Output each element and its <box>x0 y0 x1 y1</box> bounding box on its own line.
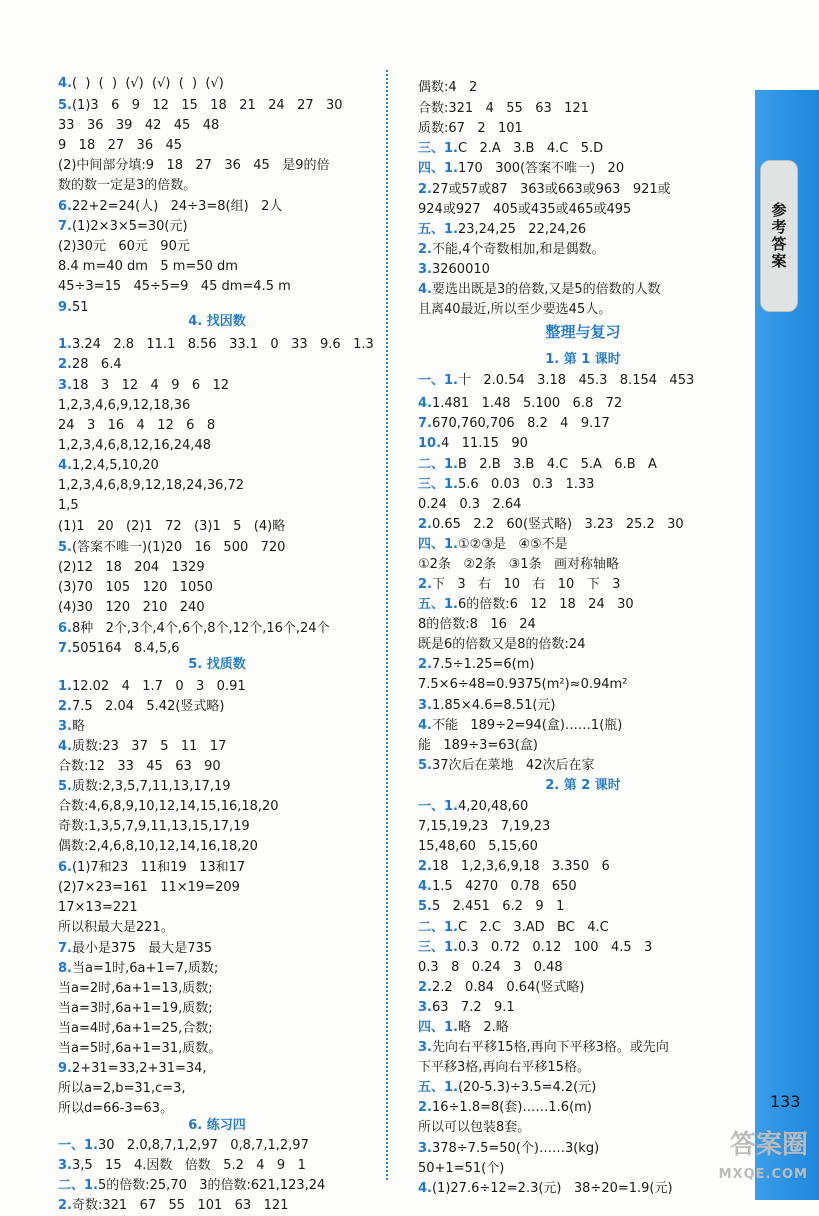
answer-text: 2.2 0.84 0.64(竖式略) <box>431 980 585 995</box>
answer-text: 3260010 <box>431 262 490 277</box>
question-number: 7. <box>58 641 72 656</box>
answer-text: 十 2.0.54 3.18 45.3 8.154 453 <box>457 373 695 388</box>
answer-text: 要选出既是3的倍数,又是5的倍数的人数 <box>431 282 661 297</box>
answer-key-label: 参考答案 <box>769 202 788 270</box>
answer-text: 合数:4,6,8,9,10,12,14,15,16,18,20 <box>58 799 279 814</box>
answer-text: 1,2,3,4,6,8,9,12,18,24,36,72 <box>58 478 245 493</box>
answer-line <box>418 1118 530 1138</box>
question-number: 四、1. <box>418 161 458 176</box>
answer-text: 合数:321 4 55 63 121 <box>418 101 589 116</box>
answer-text: 4,20,48,60 <box>457 799 529 814</box>
question-number: 2. <box>58 1198 72 1213</box>
answer-text: (2)7×23=161 11×19=209 <box>58 880 240 895</box>
answer-text: 0.3 8 0.24 3 0.48 <box>418 960 563 975</box>
question-number: 3. <box>418 1000 432 1015</box>
answer-text: 偶数:4 2 <box>418 80 478 95</box>
question-number: 一、1. <box>418 373 458 388</box>
answer-line <box>58 116 219 136</box>
answer-text: (1)3 6 9 12 15 18 21 24 27 30 <box>71 98 343 113</box>
answer-line <box>418 877 577 897</box>
answer-line <box>418 897 564 917</box>
answer-text: 1.5 4270 0.78 650 <box>431 879 577 894</box>
answer-text: 所以可以包装8套。 <box>418 1120 531 1135</box>
answer-text: 3.24 2.8 11.1 8.56 33.1 0 33 9.6 1.3 <box>71 337 374 352</box>
answer-text: 0.65 2.2 60(竖式略) 3.23 25.2 30 <box>431 517 684 532</box>
answer-line <box>58 1136 309 1156</box>
answer-line <box>418 635 585 655</box>
answer-text: 不能 189÷2=94(盒)……1(瓶) <box>431 718 623 733</box>
answer-line <box>418 1038 669 1058</box>
answer-line <box>418 575 620 595</box>
answer-line <box>418 918 609 938</box>
section-heading: 整理与复习 <box>545 323 621 341</box>
answer-text: 170 300(答案不唯一) 20 <box>457 161 625 176</box>
answer-text: 既是6的倍数又是8的倍数:24 <box>418 637 586 652</box>
question-number: 4. <box>418 1181 432 1196</box>
answer-text: 18 3 12 4 9 6 12 <box>71 378 230 393</box>
question-number: 二、1. <box>58 1178 98 1193</box>
answer-text: 27或57或87 363或663或963 921或 <box>431 182 671 197</box>
question-number: 五、1. <box>418 597 458 612</box>
answer-text: 5的倍数:25,70 3的倍数:621,123,24 <box>97 1178 326 1193</box>
answer-text: 偶数:2,4,6,8,10,12,14,16,18,20 <box>58 839 258 854</box>
answer-line <box>418 414 610 434</box>
watermark-main: 答案圈 <box>729 1130 808 1160</box>
answer-line <box>418 1078 596 1098</box>
question-number: 2. <box>418 242 432 257</box>
answer-line <box>418 394 622 414</box>
answer-text: 8种 2个,3个,4个,6个,8个,12个,16个,24个 <box>71 621 330 636</box>
answer-text: 质数:2,3,5,7,11,13,17,19 <box>71 779 231 794</box>
answer-line <box>418 595 634 615</box>
question-number: 4. <box>418 718 432 733</box>
answer-line <box>418 139 603 159</box>
answer-text: ①②③是 ④⑤不是 <box>457 537 568 552</box>
answer-text: 7.5÷1.25=6(m) <box>431 657 535 672</box>
question-number: 3. <box>418 1141 432 1156</box>
answer-text: 1,5 <box>58 498 79 513</box>
answer-line <box>58 156 330 176</box>
answer-text: (2)中间部分填:9 18 27 36 45 是9的倍 <box>58 158 330 173</box>
question-number: 四、1. <box>418 537 458 552</box>
answer-line <box>418 260 490 280</box>
question-number: 5. <box>418 899 432 914</box>
answer-line <box>418 797 528 817</box>
question-number: 2. <box>418 182 432 197</box>
answer-line <box>418 240 605 260</box>
answer-text: 1,2,3,4,6,8,12,16,24,48 <box>58 438 211 453</box>
answer-text: 3,5 15 4.因数 倍数 5.2 4 9 1 <box>71 1158 306 1173</box>
answer-line <box>58 217 188 237</box>
answer-text: 4 11.15 90 <box>441 436 528 451</box>
question-number: 4. <box>58 458 72 473</box>
answer-text: C 2.A 3.B 4.C 5.D <box>457 141 604 156</box>
answer-text: 1.481 1.48 5.100 6.8 72 <box>431 396 623 411</box>
answer-text: 质数:67 2 101 <box>418 121 523 136</box>
answer-text: 24 3 16 4 12 6 8 <box>58 418 216 433</box>
answer-text: 33 36 39 42 45 48 <box>58 118 220 133</box>
section-heading: 1. 第 1 课时 <box>545 352 621 367</box>
answer-line <box>418 371 694 391</box>
answer-line <box>418 1058 590 1078</box>
answer-line <box>58 757 221 777</box>
answer-text: 18 1,2,3,6,9,18 3.350 6 <box>431 859 610 874</box>
answer-line <box>58 1156 306 1176</box>
answer-text: ①2条 ②2条 ③1条 画对称轴略 <box>418 557 619 572</box>
answer-line <box>58 619 330 639</box>
answer-text: ( ) ( ) (√) (√) ( ) (√) <box>71 76 224 91</box>
answer-text: 能 189÷3=63(盒) <box>418 738 538 753</box>
question-number: 2. <box>58 699 72 714</box>
answer-text: 所以a=2,b=31,c=3, <box>58 1081 186 1096</box>
question-number: 4. <box>58 739 72 754</box>
answer-line <box>58 777 231 797</box>
answer-text: (1)7和23 11和19 13和17 <box>71 860 246 875</box>
question-number: 3. <box>418 262 432 277</box>
answer-text: 当a=3时,6a+1=19,质数; <box>58 1001 213 1016</box>
answer-line <box>58 918 174 938</box>
answer-line <box>58 197 282 217</box>
question-number: 1. <box>58 679 72 694</box>
answer-text: 9 18 27 36 45 <box>58 138 183 153</box>
question-number: 三、1. <box>418 141 458 156</box>
answer-text: 5.6 0.03 0.3 1.33 <box>457 477 595 492</box>
answer-line <box>58 598 205 618</box>
question-number: 1. <box>58 337 72 352</box>
question-number: 5. <box>418 758 432 773</box>
answer-text: 6的倍数:6 12 18 24 30 <box>457 597 634 612</box>
answer-line <box>418 475 594 495</box>
watermark <box>668 1130 808 1190</box>
answer-line <box>58 1079 186 1099</box>
answer-line <box>58 476 244 496</box>
answer-line <box>58 558 205 578</box>
answer-line <box>418 515 684 535</box>
question-number: 四、1. <box>418 1020 458 1035</box>
answer-line <box>418 1018 509 1038</box>
answer-text: B 2.B 3.B 4.C 5.A 6.B A <box>457 457 657 472</box>
question-number: 二、1. <box>418 920 458 935</box>
question-number: 一、1. <box>418 799 458 814</box>
answer-text: 8.4 m=40 dm 5 m=50 dm <box>58 259 238 274</box>
question-number: 五、1. <box>418 1080 458 1095</box>
answer-text: 奇数:321 67 55 101 63 121 <box>71 1198 289 1213</box>
answer-line <box>418 495 521 515</box>
answer-text: 所以积最大是221。 <box>58 920 174 935</box>
question-number: 10. <box>418 436 442 451</box>
answer-text: 7.5 2.04 5.42(竖式略) <box>71 699 225 714</box>
answer-line <box>418 300 611 320</box>
answer-text: 质数:23 37 5 11 17 <box>71 739 227 754</box>
answer-text: 0.24 0.3 2.64 <box>418 497 522 512</box>
answer-line <box>58 999 213 1019</box>
answer-line <box>418 280 661 300</box>
answer-line <box>418 455 657 475</box>
question-number: 4. <box>58 76 72 91</box>
answer-line <box>418 958 563 978</box>
answer-line <box>418 78 477 98</box>
answer-text: 50+1=51(个) <box>418 1161 505 1176</box>
answer-line <box>58 959 218 979</box>
answer-line <box>418 978 585 998</box>
answer-text: 670,760,706 8.2 4 9.17 <box>431 416 610 431</box>
question-number: 一、1. <box>58 1138 98 1153</box>
column-divider <box>386 70 388 1180</box>
answer-text: 16÷1.8=8(套)……1.6(m) <box>431 1100 592 1115</box>
answer-line <box>58 817 250 837</box>
answer-line <box>58 96 343 116</box>
answer-line <box>58 578 213 598</box>
answer-line <box>58 74 224 94</box>
answer-text: 12.02 4 1.7 0 3 0.91 <box>71 679 246 694</box>
answer-text: 505164 8.4,5,6 <box>71 641 180 656</box>
section-heading: 4. 找因数 <box>188 314 246 329</box>
answer-key-tab <box>760 160 798 312</box>
answer-line <box>58 176 196 196</box>
answer-line <box>418 716 622 736</box>
answer-text: 略 <box>71 719 85 734</box>
watermark-url: MXQE.COM <box>718 1167 808 1182</box>
answer-text: 2+31=33,2+31=34, <box>71 1061 207 1076</box>
answer-text: 且离40最近,所以至少要选45人。 <box>418 302 612 317</box>
answer-text: 数的数一定是3的倍数。 <box>58 178 197 193</box>
answer-text: 22+2=24(人) 24÷3=8(组) 2人 <box>71 199 283 214</box>
answer-line <box>418 220 586 240</box>
answer-text: 1,2,3,4,6,9,12,18,36 <box>58 398 191 413</box>
answer-line <box>418 1098 592 1118</box>
question-number: 4. <box>418 396 432 411</box>
answer-line <box>418 837 538 857</box>
answer-text: C 2.C 3.AD BC 4.C <box>457 920 609 935</box>
answer-text: 7.5×6÷48=0.9375(m²)≈0.94m² <box>418 677 628 692</box>
answer-line <box>58 396 190 416</box>
answer-line <box>418 615 536 635</box>
answer-text: 63 7.2 9.1 <box>431 1000 515 1015</box>
answer-text: 15,48,60 5,15,60 <box>418 839 538 854</box>
answer-line <box>418 1179 673 1199</box>
answer-text: 37次后在菜地 42次后在家 <box>431 758 595 773</box>
question-number: 三、1. <box>418 940 458 955</box>
answer-line <box>418 857 610 877</box>
question-number: 4. <box>418 879 432 894</box>
answer-line <box>58 416 215 436</box>
answer-line <box>58 858 245 878</box>
page-number: 133 <box>770 1092 801 1111</box>
answer-text: (1)27.6÷12=2.3(元) 38÷20=1.9(元) <box>431 1181 673 1196</box>
answer-text: 17×13=221 <box>58 900 138 915</box>
answer-text: 45÷3=15 45÷5=9 45 dm=4.5 m <box>58 279 291 294</box>
question-number: 2. <box>418 517 432 532</box>
answer-line <box>58 136 182 156</box>
answer-line <box>58 939 212 959</box>
question-number: 3. <box>418 1040 432 1055</box>
answer-text: 合数:12 33 45 63 90 <box>58 759 221 774</box>
answer-text: 下平移3格,再向右平移15格。 <box>418 1060 590 1075</box>
answer-text: 略 2.略 <box>457 1020 509 1035</box>
answer-text: 8的倍数:8 16 24 <box>418 617 536 632</box>
answer-text: 不能,4个奇数相加,和是偶数。 <box>431 242 605 257</box>
answer-text: 当a=2时,6a+1=13,质数; <box>58 981 213 996</box>
question-number: 2. <box>58 357 72 372</box>
answer-line <box>418 200 631 220</box>
section-heading: 2. 第 2 课时 <box>545 778 621 793</box>
answer-line <box>58 376 229 396</box>
answer-line <box>58 355 122 375</box>
answer-text: 1,2,4,5,10,20 <box>71 458 159 473</box>
answer-line <box>418 180 671 200</box>
answer-line <box>58 697 225 717</box>
answer-text: 28 6.4 <box>71 357 122 372</box>
answer-text: (1)1 20 (2)1 72 (3)1 5 (4)略 <box>58 519 286 534</box>
answer-line <box>418 119 523 139</box>
answer-line <box>418 1139 599 1159</box>
question-number: 7. <box>418 416 432 431</box>
question-number: 2. <box>418 1100 432 1115</box>
answer-line <box>418 1159 504 1179</box>
answer-text: (2)30元 60元 90元 <box>58 239 190 254</box>
question-number: 二、1. <box>418 457 458 472</box>
answer-text: 924或927 405或435或465或495 <box>418 202 632 217</box>
answer-text: 所以d=66-3=63。 <box>58 1101 174 1116</box>
answer-line <box>58 277 291 297</box>
answer-line <box>58 878 240 898</box>
answer-text: (2)12 18 204 1329 <box>58 560 205 575</box>
answer-line <box>418 756 594 776</box>
answer-line <box>418 817 550 837</box>
answer-line <box>58 436 211 456</box>
answer-line <box>58 517 285 537</box>
answer-line <box>418 99 589 119</box>
question-number: 7. <box>58 219 72 234</box>
answer-line <box>418 998 515 1018</box>
answer-text: 当a=4时,6a+1=25,合数; <box>58 1021 213 1036</box>
question-number: 5. <box>58 98 72 113</box>
answer-line <box>58 1196 288 1216</box>
answer-line <box>418 655 534 675</box>
answer-line <box>58 456 159 476</box>
question-number: 5. <box>58 540 72 555</box>
answer-line <box>418 736 538 756</box>
question-number: 6. <box>58 199 72 214</box>
answer-text: 下 3 右 10 右 10 下 3 <box>431 577 621 592</box>
answer-line <box>418 938 652 958</box>
answer-line <box>58 898 138 918</box>
question-number: 2. <box>418 859 432 874</box>
answer-text: 7,15,19,23 7,19,23 <box>418 819 551 834</box>
answer-line <box>58 1176 325 1196</box>
question-number: 三、1. <box>418 477 458 492</box>
question-number: 五、1. <box>418 222 458 237</box>
answer-text: (答案不唯一)(1)20 16 500 720 <box>71 540 286 555</box>
question-number: 3. <box>58 378 72 393</box>
answer-line <box>58 1059 207 1079</box>
answer-text: 当a=1时,6a+1=7,质数; <box>71 961 219 976</box>
answer-line <box>418 535 568 555</box>
answer-line <box>58 1019 213 1039</box>
answer-line <box>418 696 555 716</box>
answer-text: 1.85×4.6=8.51(元) <box>431 698 556 713</box>
answer-line <box>418 675 627 695</box>
question-number: 8. <box>58 961 72 976</box>
answer-text: (1)2×3×5=30(元) <box>71 219 188 234</box>
answer-line <box>418 555 619 575</box>
question-number: 3. <box>58 1158 72 1173</box>
answer-line <box>58 677 246 697</box>
answer-text: 奇数:1,3,5,7,9,11,13,15,17,19 <box>58 819 250 834</box>
answer-text: 51 <box>71 300 89 315</box>
question-number: 7. <box>58 941 72 956</box>
question-number: 5. <box>58 779 72 794</box>
question-number: 3. <box>58 719 72 734</box>
question-number: 6. <box>58 621 72 636</box>
answer-line <box>58 538 285 558</box>
question-number: 3. <box>418 698 432 713</box>
answer-text: 30 2.0,8,7,1,2,97 0,8,7,1,2,97 <box>97 1138 309 1153</box>
question-number: 2. <box>418 577 432 592</box>
answer-text: 当a=5时,6a+1=31,质数。 <box>58 1041 222 1056</box>
question-number: 2. <box>418 980 432 995</box>
section-heading: 6. 练习四 <box>188 1118 246 1133</box>
answer-text: 先向右平移15格,再向下平移3格。或先向 <box>431 1040 669 1055</box>
answer-text: 5 2.451 6.2 9 1 <box>431 899 565 914</box>
answer-line <box>58 335 374 355</box>
answer-text: 378÷7.5=50(个)……3(kg) <box>431 1141 600 1156</box>
answer-line <box>418 434 528 454</box>
answer-text: 最小是375 最大是735 <box>71 941 213 956</box>
answer-line <box>58 496 79 516</box>
question-number: 2. <box>418 657 432 672</box>
answer-text: (4)30 120 210 240 <box>58 600 205 615</box>
answer-line <box>418 159 624 179</box>
answer-line <box>58 837 258 857</box>
question-number: 6. <box>58 860 72 875</box>
question-number: 4. <box>418 282 432 297</box>
answer-line <box>58 797 279 817</box>
section-heading: 5. 找质数 <box>188 657 246 672</box>
answer-line <box>58 1039 221 1059</box>
answer-line <box>58 717 85 737</box>
question-number: 9. <box>58 300 72 315</box>
answer-line <box>58 257 238 277</box>
answer-text: (20-5.3)÷3.5=4.2(元) <box>457 1080 597 1095</box>
answer-line <box>58 737 226 757</box>
answer-line <box>58 237 190 257</box>
answer-text: (3)70 105 120 1050 <box>58 580 213 595</box>
answer-text: 23,24,25 22,24,26 <box>457 222 587 237</box>
answer-text: 0.3 0.72 0.12 100 4.5 3 <box>457 940 653 955</box>
answer-line <box>58 979 213 999</box>
question-number: 9. <box>58 1061 72 1076</box>
